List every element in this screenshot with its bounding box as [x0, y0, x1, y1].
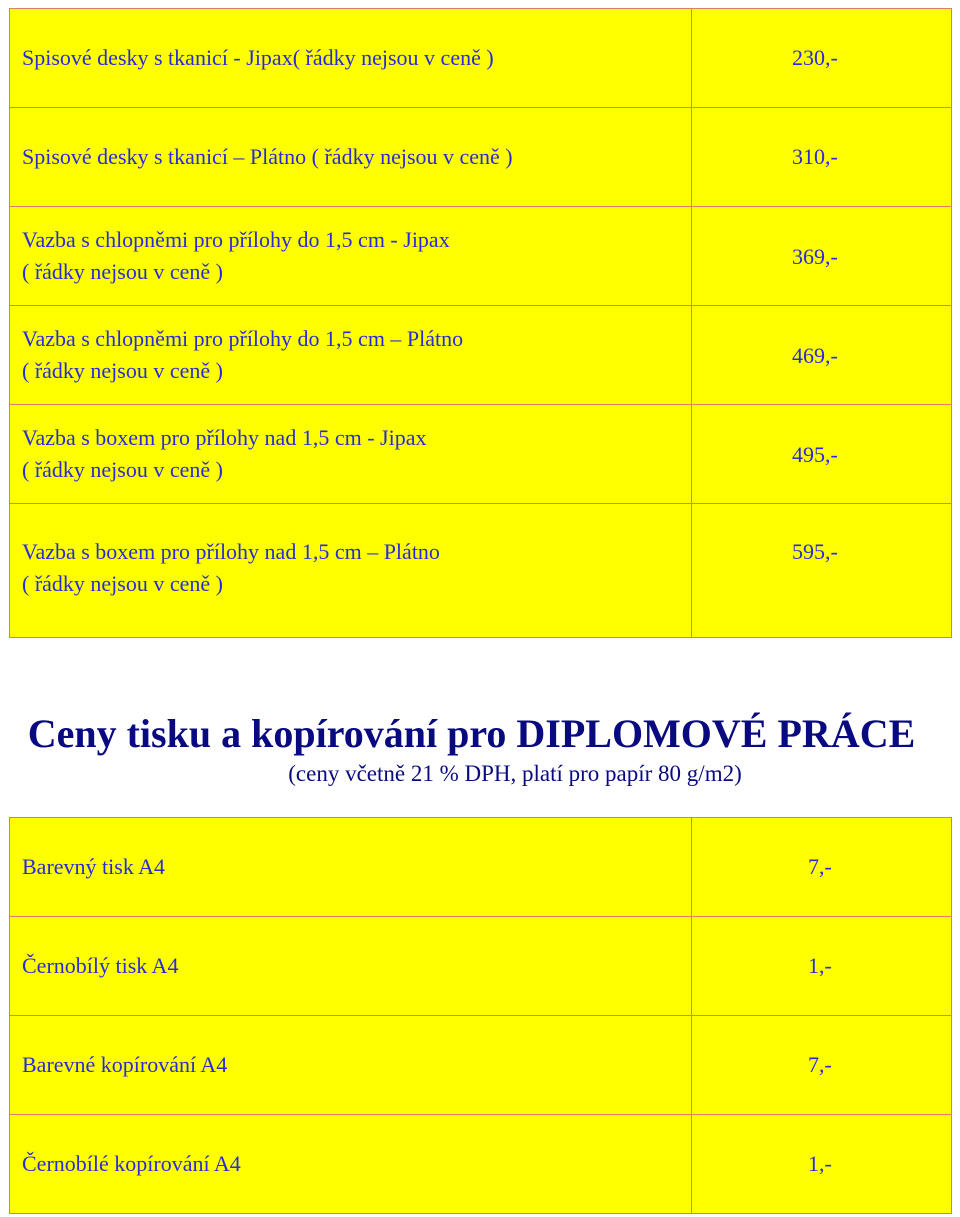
table-row	[10, 207, 952, 306]
item-name-cell	[10, 207, 692, 306]
item-note: ( řádky nejsou v ceně )	[22, 571, 223, 596]
item-price: 230,-	[792, 45, 838, 70]
table-row	[10, 9, 952, 108]
item-price-cell	[692, 917, 952, 1016]
table-row	[10, 108, 952, 207]
item-price-cell	[692, 1115, 952, 1214]
item-note: ( řádky nejsou v ceně )	[22, 259, 223, 284]
item-name: Černobílé kopírování A4	[22, 1151, 241, 1176]
item-price-cell	[692, 818, 952, 917]
item-price-cell	[692, 9, 952, 108]
item-name: Barevné kopírování A4	[22, 1052, 228, 1077]
item-note: ( řádky nejsou v ceně )	[22, 358, 223, 383]
table-row	[10, 306, 952, 405]
item-name: Vazba s chlopněmi pro přílohy do 1,5 cm - Jipax	[22, 227, 450, 252]
item-name-cell	[10, 1115, 692, 1214]
item-price-cell	[692, 306, 952, 405]
item-name: Spisové desky s tkanicí – Plátno ( řádky nejsou v ceně )	[22, 144, 513, 169]
item-price-cell	[692, 108, 952, 207]
item-name-cell	[10, 917, 692, 1016]
item-name-cell	[10, 108, 692, 207]
item-price: 369,-	[792, 244, 838, 269]
item-price: 469,-	[792, 343, 838, 368]
item-name-cell	[10, 504, 692, 638]
item-name-cell	[10, 306, 692, 405]
item-name: Černobílý tisk A4	[22, 953, 179, 978]
item-price: 7,-	[808, 854, 832, 879]
item-name: Barevný tisk A4	[22, 854, 165, 879]
item-price-cell	[692, 504, 952, 638]
item-name-cell	[10, 1016, 692, 1115]
table-row	[10, 1115, 952, 1214]
item-name-cell	[10, 9, 692, 108]
item-price: 495,-	[792, 442, 838, 467]
item-name: Vazba s chlopněmi pro přílohy do 1,5 cm – Plátno	[22, 326, 464, 351]
table-row	[10, 504, 952, 638]
binding-price-table	[9, 8, 952, 638]
item-price: 7,-	[808, 1052, 832, 1077]
item-price-cell	[692, 207, 952, 306]
item-name: Vazba s boxem pro přílohy nad 1,5 cm – Plátno	[22, 539, 440, 564]
item-price: 595,-	[792, 539, 838, 564]
print-price-table	[9, 817, 952, 1214]
item-price: 310,-	[792, 144, 838, 169]
item-name-cell	[10, 818, 692, 917]
table-row	[10, 1016, 952, 1115]
section-title: Ceny tisku a kopírování pro DIPLOMOVÉ PRÁCE	[27, 711, 916, 756]
item-note: ( řádky nejsou v ceně )	[22, 457, 223, 482]
table-row	[10, 405, 952, 504]
item-price: 1,-	[808, 953, 832, 978]
section-subtitle: (ceny včetně 21 % DPH, platí pro papír 80 g/m2)	[288, 761, 742, 786]
item-name: Spisové desky s tkanicí - Jipax( řádky nejsou v ceně )	[22, 45, 494, 70]
table-row	[10, 917, 952, 1016]
table-row	[10, 818, 952, 917]
item-name: Vazba s boxem pro přílohy nad 1,5 cm - Jipax	[22, 425, 427, 450]
item-name-cell	[10, 405, 692, 504]
item-price-cell	[692, 405, 952, 504]
item-price: 1,-	[808, 1151, 832, 1176]
item-price-cell	[692, 1016, 952, 1115]
